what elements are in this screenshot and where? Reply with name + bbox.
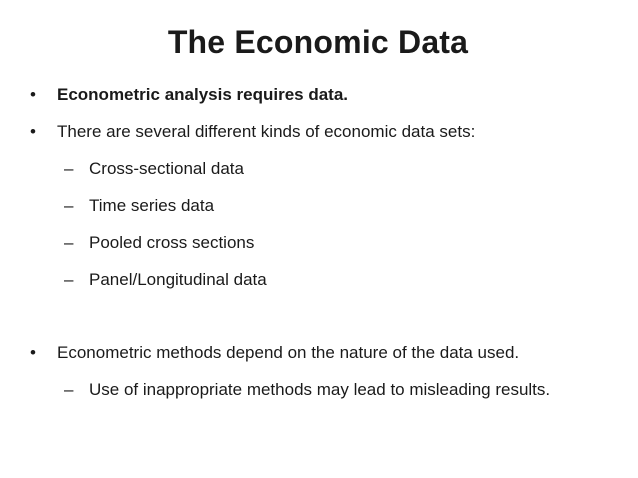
sub-bullet-item [64,195,214,217]
sub-bullet-text: Time series data [89,196,215,215]
sub-bullet-item [64,379,550,401]
sub-bullet-item [64,269,267,291]
slide-title: The Economic Data [167,24,469,60]
sub-bullet-text: Cross-sectional data [89,159,244,178]
bullet-item [30,84,348,106]
bullet-text: Econometric methods depend on the nature of the data used. [57,343,520,362]
sub-bullet-marker: – [64,380,74,399]
sub-bullet-text: Panel/Longitudinal data [89,270,267,289]
bullet-text: Econometric analysis requires data. [57,85,349,104]
sub-bullet-marker: – [64,159,74,178]
sub-bullet-marker: – [64,270,74,289]
sub-bullet-text: Use of inappropriate methods may lead to misleading results. [89,380,551,399]
bullet-marker: • [30,343,36,362]
bullet-item [30,342,519,364]
sub-bullet-marker: – [64,233,74,252]
sub-bullet-marker: – [64,196,74,215]
sub-bullet-item [64,158,244,180]
sub-bullet-item [64,232,254,254]
bullet-item [30,121,475,143]
bullet-text: There are several different kinds of economic data sets: [57,122,476,141]
bullet-marker: • [30,85,36,104]
sub-bullet-text: Pooled cross sections [89,233,255,252]
bullet-marker: • [30,122,36,141]
